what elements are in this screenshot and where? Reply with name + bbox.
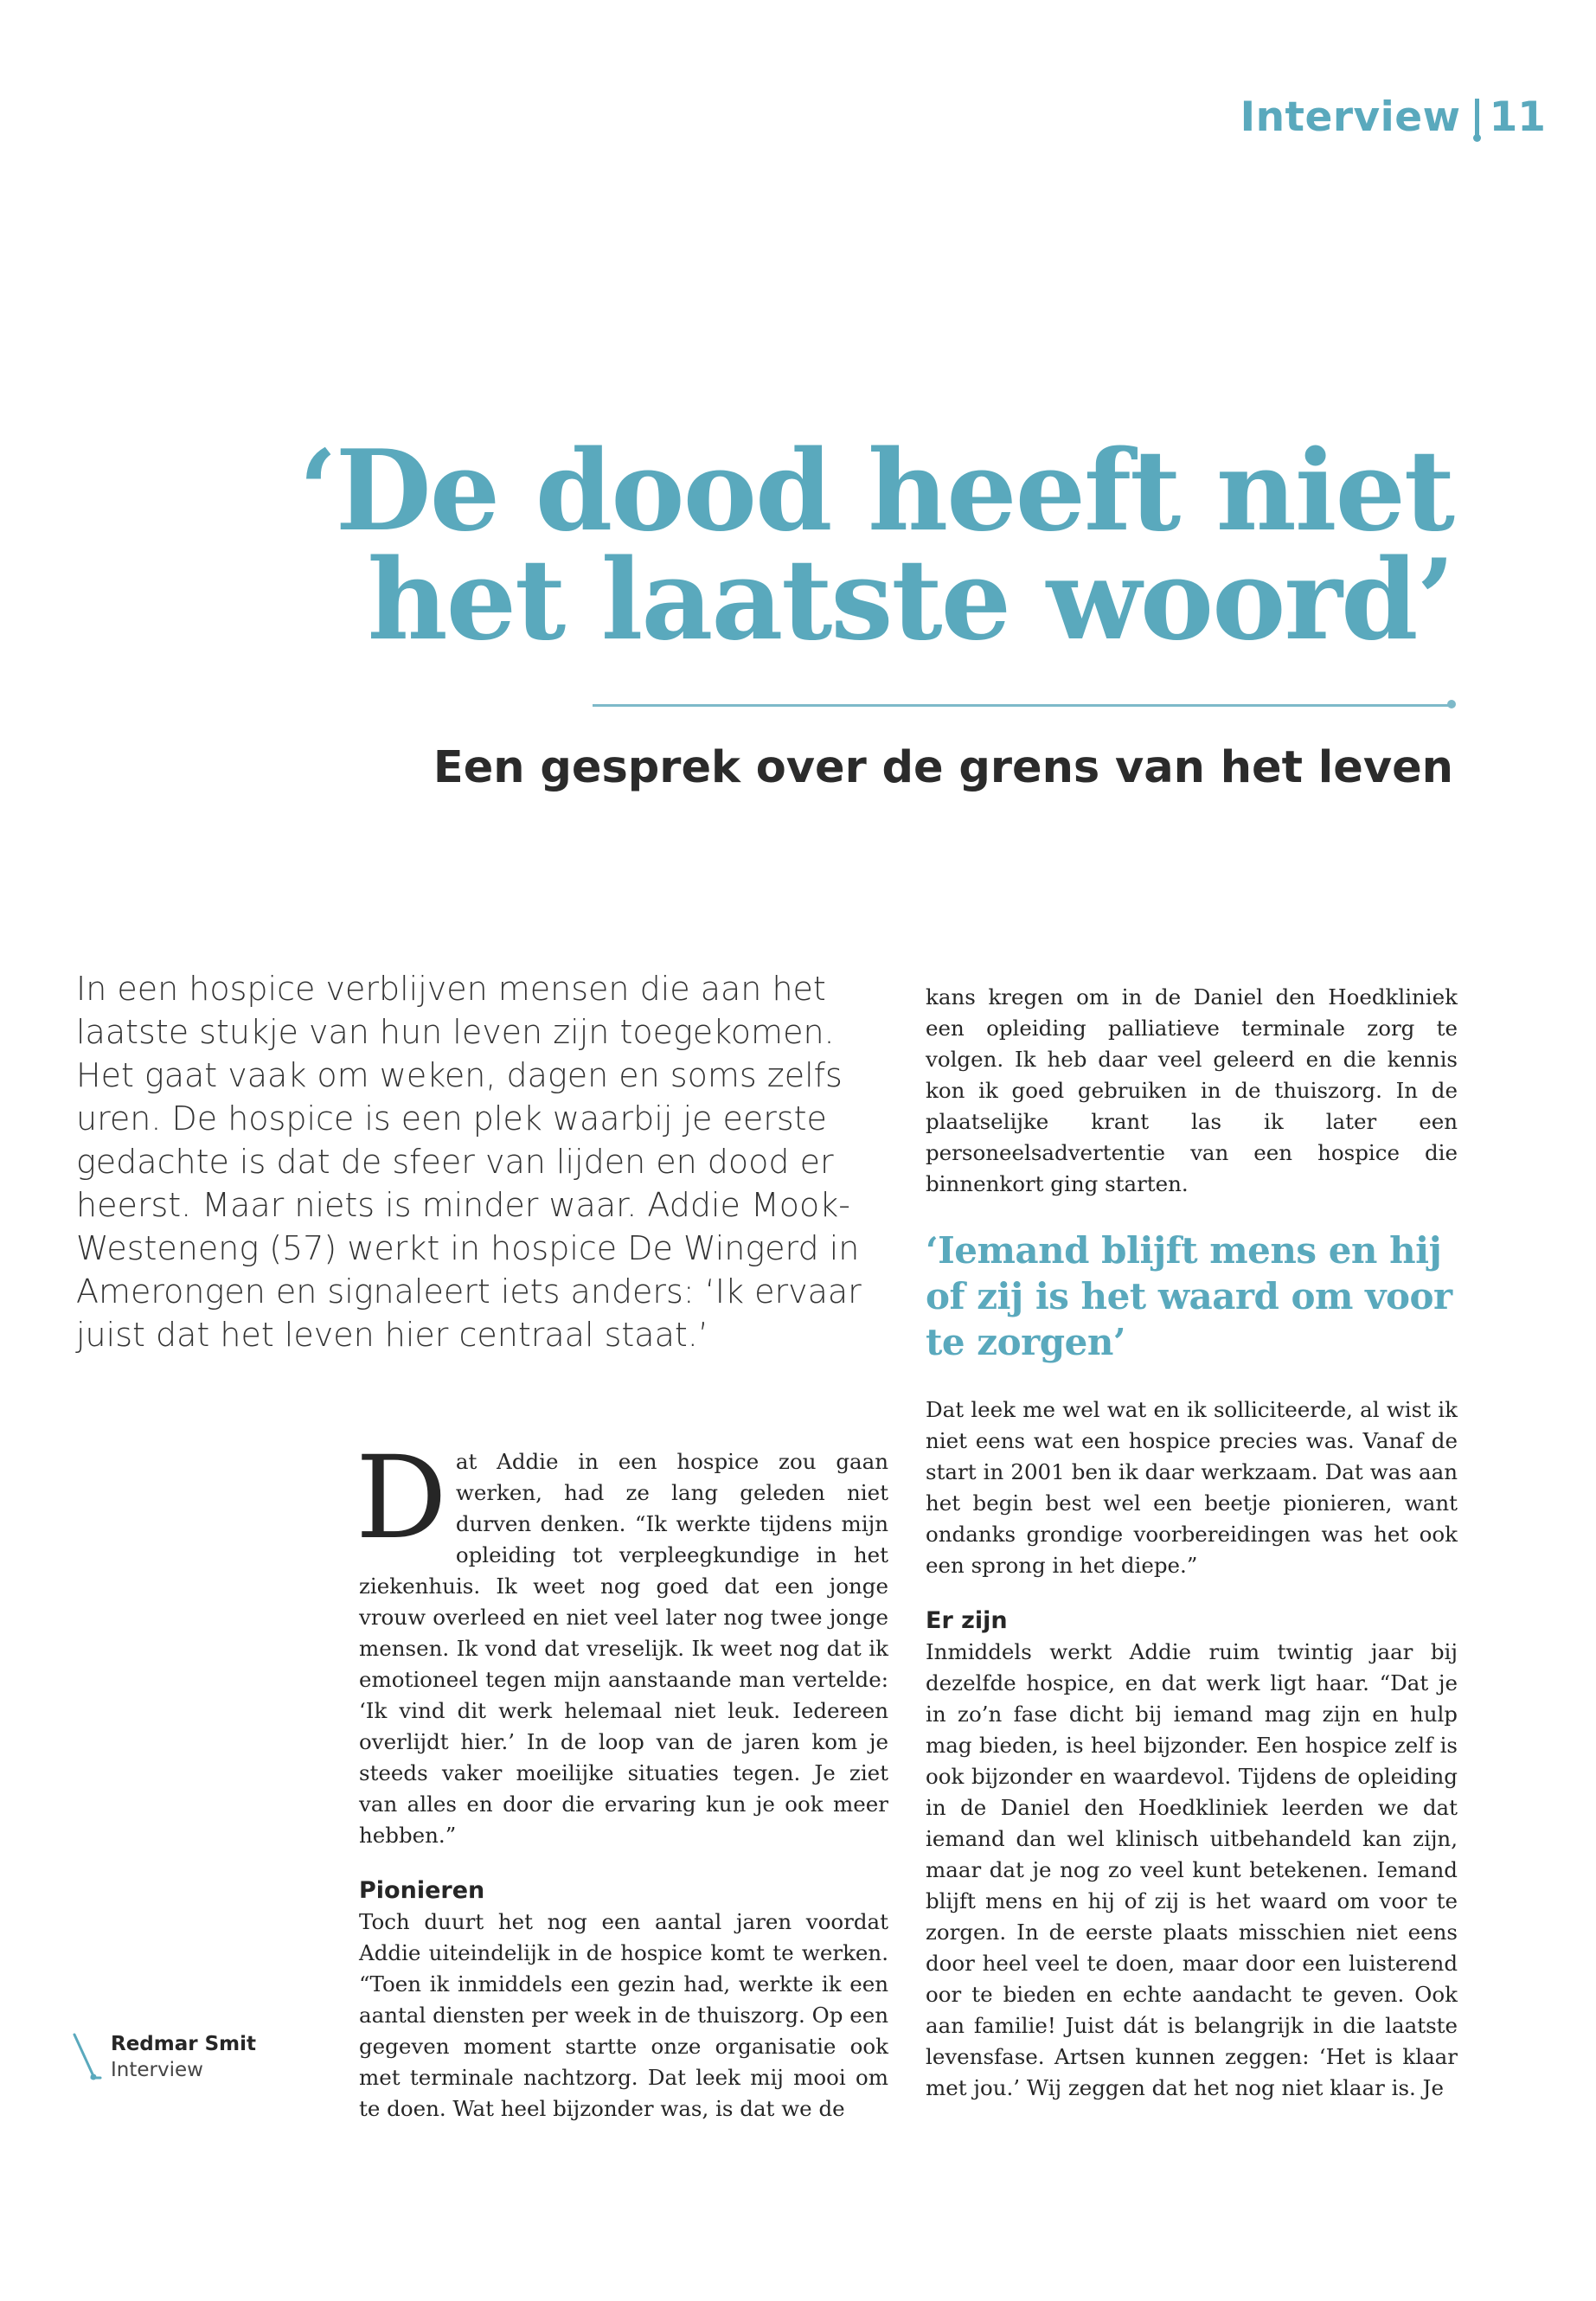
body-paragraph: kans kregen om in de Daniel den Hoedkliniek een opleiding palliatieve terminale zorg te volgen. Ik heb daar veel geleerd en die kennis kon ik goed gebruiken in de thuiszorg. In de plaatselijke krant las ik later een personeelsadvertentie van een hospice die binnenkort ging starten. [926, 984, 1458, 1196]
page-number: 11 [1489, 93, 1546, 141]
body-column-left [356, 1432, 888, 2125]
pull-quote: ‘Iemand blijft mens en hij of zij is het waard om voor te zorgen’ [926, 1229, 1452, 1363]
body-paragraph: Dat leek me wel wat en ik solliciteerde, al wist ik niet eens wat een hospice precies was. Vanaf de start in 2001 ben ik daar werkzaam. Dat was aan het begin best wel een beetje pionieren, want ondanks grondige voorbereidingen was het ook een sprong in het diepe.” [926, 1397, 1458, 1578]
subheading-pionieren: Pionieren [359, 1877, 485, 1904]
body-paragraph: Toch duurt het nog een aantal jaren voordat Addie uiteindelijk in de hospice komt te werken. “Toen ik inmiddels een gezin had, werkte ik een aantal diensten per week in de thuiszorg. Op een gegeven moment startte onze organisatie ook met terminale nachtzorg. Dat leek mij mooi om te doen. Wat heel bijzonder was, is dat we de [359, 1909, 888, 2121]
header-divider [1475, 99, 1479, 137]
author-role: Interview [111, 2059, 203, 2081]
body-paragraph: at Addie in een hospice zou gaan werken, had ze lang geleden niet durven denken. “Ik werkte tijdens mijn opleiding tot verpleegkundige in het ziekenhuis. Ik weet nog goed dat een jonge vrouw overleed en niet veel later nog twee jonge mensen. Ik vond dat vreselijk. Ik weet nog dat ik emotioneel tegen mijn aanstaande man vertelde: ‘Ik vind dit werk helemaal niet leuk. Iedereen overlijdt hier.’ In de loop van de jaren kom je steeds vaker moeilijke situaties tegen. Je ziet van alles en door die ervaring kun je ook meer hebben.” [359, 1449, 888, 1848]
body-paragraph: Inmiddels werkt Addie ruim twintig jaar bij dezelfde hospice, en dat werk ligt haar. “Dat je in zo’n fase dicht bij iemand mag zijn en hulp mag bieden, is heel bijzonder. Een hospice zelf is ook bijzonder en waardevol. Tijdens de opleiding in de Daniel den Hoedkliniek leerden we dat iemand dan wel klinisch uitbehandeld kan zijn, maar dat je nog zo veel kunt betekenen. Iemand blijft mens en hij of zij is het waard om voor te zorgen. In de eerste plaats misschien niet eens door heel veel te doen, maar door een luisterend oor te bieden en echte aandacht te geven. Ook aan familie! Juist dát is belangrijk in die laatste levensfase. Artsen kunnen zeggen: ‘Het is klaar met jou.’ Wij zeggen dat het nog niet klaar is. Je [926, 1639, 1458, 2100]
section-label: Interview [1240, 93, 1461, 141]
article-subtitle: Een gesprek over de grens van het leven [433, 742, 1453, 793]
body-column-right [926, 982, 1458, 2104]
title-rule-dot [1447, 700, 1456, 708]
subheading-er-zijn: Er zijn [926, 1607, 1008, 1634]
drop-cap: D [356, 1432, 447, 1565]
running-header [1240, 93, 1546, 141]
pen-stroke-icon [71, 2031, 102, 2083]
author-name: Redmar Smit [111, 2033, 257, 2055]
intro-paragraph: In een hospice verblijven mensen die aan het laatste stukje van hun leven zijn toegekomen. Het gaat vaak om weken, dagen en soms zelfs uren. De hospice is een plek waarbij je eerste gedachte is dat de sfeer van lijden en dood er heerst. Maar niets is minder waar. Addie Mook-Westeneng (57) werkt in hospice De Wingerd in Amerongen en signaleert iets anders: ‘Ik ervaar juist dat het leven hier centraal staat.’ [76, 970, 862, 1354]
byline [71, 2031, 256, 2083]
article-title: ‘De dood heeft niet het laatste woord’ [298, 426, 1453, 665]
title-rule [593, 704, 1451, 707]
